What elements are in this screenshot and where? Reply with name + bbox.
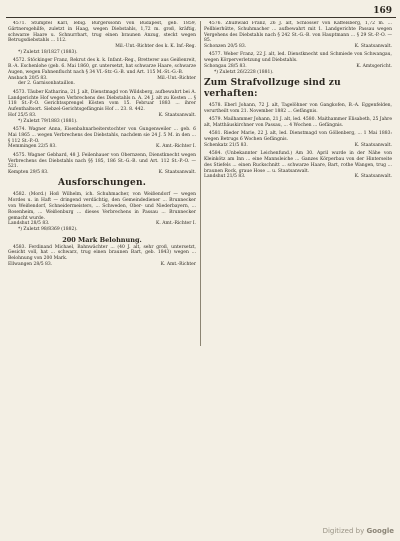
notice-entry	[204, 131, 392, 148]
notice-entry	[8, 90, 196, 125]
reward-heading: 200 Mark Belohnung.	[62, 235, 142, 244]
notice-entry	[204, 117, 392, 129]
notice-entry	[8, 127, 196, 150]
section-heading-strafvollzug: Zum Strafvollzuge sind zu verhaften:	[204, 78, 341, 100]
watermark-brand: Google	[366, 527, 394, 535]
notice-authority: K. Staatsanwalt.	[354, 142, 392, 148]
notice-signature	[204, 44, 392, 50]
section-heading-ausforschungen: Ausforschungen.	[57, 178, 147, 189]
notice-text: 4581. Rieder Marie, 22 J. alt, led. Dienstmagd von Göllenberg, ... 1 Mai 1883: wegen Betrugs 6 Wochen Gefängnis.	[204, 131, 392, 143]
notice-place-date: Landshut 28/5 83.	[8, 221, 50, 227]
notice-authority: K. Staatsanwalt.	[158, 112, 196, 118]
notice-entry	[8, 153, 196, 176]
notice-reference: der 2. Garnisonbataillon.	[18, 81, 75, 87]
notice-reference: *) Zuletzt 98/8369 (1882).	[18, 227, 78, 233]
notice-text: 4577. Weber Franz, 22 J. alt, led. Dienstknecht und Schmiede von Schwangau, wegen Körperverletzung und Diebstahls.	[204, 52, 392, 64]
notice-entry	[8, 245, 196, 268]
notice-place-date: Schongau 28/5 83.	[204, 64, 247, 70]
notice-text: 4584. (Unbekannter Leichenfund.) Am 30. April wurde in der Nähe von Kleinkötz am Inn ... eine Mannsleiche ... Ganzes Körperbau von der Hinterseite des Stiefels ... einen Ruckschnitt ... schwarze Haare, Bart, rothe Wangen, trug ... braunen Rock, graue Hose ... u. Staatsanwalt.	[204, 151, 392, 174]
notice-entry	[204, 103, 392, 115]
notice-place-date: Hof 25/5 83.	[8, 112, 37, 118]
notice-signature	[8, 170, 196, 176]
notice-authority: K. Amt.-Richter I.	[155, 221, 196, 227]
left-column	[8, 21, 196, 531]
notice-place-date: Landshut 21/5 83.	[204, 174, 246, 180]
notice-entry	[204, 151, 392, 180]
notice-authority: Mil.-Unt.-Richter	[157, 75, 196, 81]
notice-reference: *) Zuletzt 18/1827 (1883).	[18, 49, 78, 55]
notice-text: 4582. (Mord.) Hoß Wilhelm, ich. Schuhmacher, von Weißendorf — wegen Mordes u. in Haft — dringend verdächtig, den Gemeindediener ... Brunnecker von Weißendorf, Schneidermeisters, ... Schweden, Ober- und Niederbayern, ... Rosenheim, ... Weißenburg ... dieses Verbrechens in Passau ... Brunnecker gemacht wurde.	[8, 192, 196, 221]
notice-text: 4576. Zhußwald Franz, 26 J. alt, Schlosser von Kaffelsberg, 1,72 m. ... Pellbierhütte, Schuhmacher ... aufbewahrt mit 1. Landgerichte Passau wegen Vergehens des Diebstahls nach § 242 St.-G.-B. von Hauptmann ... § 29 St.-P.-O. — 85.	[204, 21, 392, 44]
notice-signature	[204, 143, 392, 149]
notice-authority: K. Staatsanwalt.	[354, 44, 392, 50]
notice-authority: Mil.-Unt.-Richter des k. K. Inf.-Reg.	[115, 44, 196, 50]
notice-place-date: Kempten 29/5 83.	[8, 170, 49, 176]
notice-text: 4579. Mailhammer Johann, 21 J. alt, led. 4580. Maithammer Elisabeth, 25 Jahre alt, Matthäuskirchner von Passau, ... 4 Wochen ... Gefängnis.	[204, 117, 392, 129]
notice-reference: *) Zuletzt 79/1883 (1881).	[18, 118, 78, 124]
notice-authority: K. Staatsanwalt.	[354, 174, 392, 180]
notice-place-date: Ellwangen 28/5 83.	[8, 261, 53, 267]
notice-authority: K. Amt.-Richter I.	[155, 144, 196, 150]
notice-text: 4573. Täuber Katharina, 21 J. alt, Dienstmagd von Wildsberg, aufbewahrt bei A. Landgerichte Hof wegen Verbrechens des Diebstahls n. A. 24 J. alt zu Kosten ... § 118 St.-P.-O. Gerichtssprengel Kösten vom 15. Februar 1883 ... ihrer Aufenthaltsort. Siebzel-Gerichtsgefängnis Hof ... 23. 8. 442.	[8, 89, 196, 113]
notice-entry	[8, 58, 196, 87]
notice-entry	[204, 52, 392, 75]
notice-authority: K. Amtsgericht.	[356, 64, 392, 70]
notice-signature	[204, 174, 392, 180]
notice-text: 4578. Eberl Johann, 72 J. alt, Tagelöhner von Gangkofen, B.-A. Eggenfelden, verurtheilt vom 21. November 1882 ... Gefängnis.	[204, 103, 392, 114]
notice-authority: K. Staatsanwalt.	[158, 170, 196, 176]
column-divider	[200, 21, 201, 346]
notice-entry	[8, 21, 196, 56]
notice-text: 4571. Stümpfel Karl, lebig. Bürgerssohn von Budapest, geb. 1859, Gärtnersgehilfe, zuletzt in Haag, wegen Diebstahls, 1,72 m. groß, kräftig, schwarze Haare u. Schnurrbart, trug einen braunen Anzug, steckt wegen Betrugsdiebstahls ... 112.	[8, 21, 196, 44]
notice-entry	[8, 192, 196, 233]
notice-authority: K. Amt.-Richter	[160, 261, 196, 267]
notice-text: 4575. Wagner Gebhard, 48 J. Feilenhauer von Obernzenn, Dienstknecht wegen Verbrechens des Diebstahls nach §§ 185, 186 St.-G.-B. und Art. 112 St.-P.-O. — 521.	[8, 152, 196, 170]
notice-place-date: Schonzen 20/5 83.	[204, 44, 247, 50]
google-watermark	[323, 527, 394, 535]
notice-text: 4572. Stöckinger Franz, Rekrut des k. k. Infant.-Reg., Bretterer aus Geißenreit, B.-A. Eschenlohe (geb. 6. Mai 1860, gr. untersetzt, hat schwarze Haare, schwarze Augen, wegen Fahnenflucht nach § 34 VI.-Str.-G.-B. und Art. 115 M.-St.-G.-B.	[8, 58, 196, 75]
notice-text: 4583. Ferdinand Michael, Bahnwächter ... (40 J. alt, sehr groß, untersetzt, Gesicht voll, hat ... schwarz, trug einen braunen Bart, geb. 1843) wegen ... Belohnung von 200 Mark.	[8, 244, 196, 262]
right-column	[204, 21, 392, 531]
top-rule	[6, 17, 396, 18]
notice-place-date: Memmingen 22/5 83.	[8, 144, 57, 150]
notice-text: 4574. Wagner Anna, Eisenbahnarbeiterstochter von Gungenweiler ... geb. 6 Mai 1865 ... wegen Verbrechens des Diebstahls, nachdem sie 24 J. 5 M. in den ... § 112 St.-P.-O.	[8, 127, 196, 144]
notice-place-date: Schenkatz 21/5 83.	[204, 142, 248, 148]
notice-signature	[8, 262, 196, 268]
watermark-prefix: Digitized by	[322, 527, 365, 535]
notice-reference: *) Zuletzt 26/2228 (1881).	[214, 69, 274, 75]
notice-place-date: Ansbach 20/5 83.	[8, 75, 48, 81]
notice-signature	[8, 144, 196, 150]
notice-entry	[204, 21, 392, 50]
page-number: 169	[373, 6, 392, 16]
